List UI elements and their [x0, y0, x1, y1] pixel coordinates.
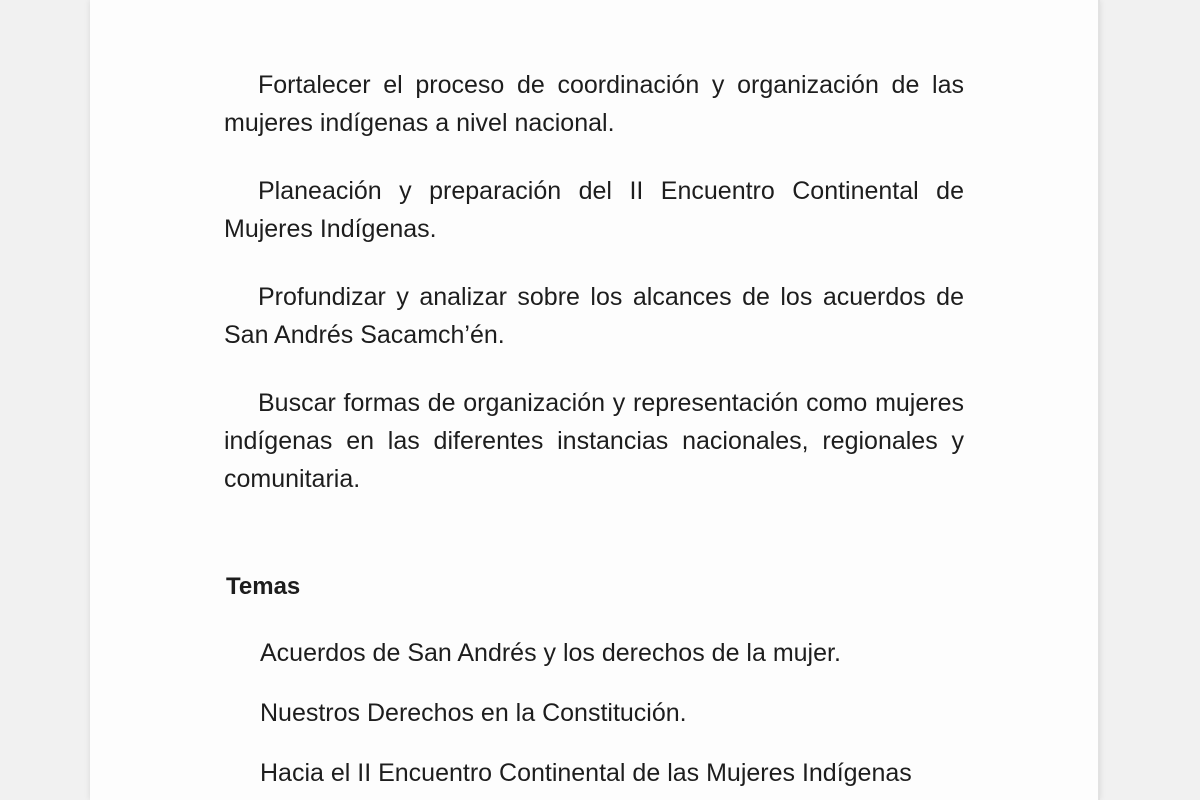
section-heading: Temas — [226, 573, 301, 600]
objective-paragraph: Planeación y preparación del II Encuentro Continental de Mujeres Indígenas. — [224, 177, 964, 243]
objective-paragraph: Profundizar y analizar sobre los alcances de los acuerdos de San Andrés Sacamch’én. — [224, 283, 964, 349]
objective-paragraph: Fortalecer el proceso de coordinación y organización de las mujeres indígenas a nivel nacional. — [224, 71, 964, 137]
document-body — [224, 66, 964, 800]
topic-item: Nuestros Derechos en la Constitución. — [260, 699, 687, 727]
topic-item: Hacia el II Encuentro Continental de las Mujeres Indígenas — [260, 759, 912, 787]
page-edge — [1098, 0, 1100, 800]
objective-paragraph: Buscar formas de organización y representación como mujeres indígenas en las diferentes instancias nacionales, regionales y comunitaria. — [224, 389, 964, 493]
topic-item: Acuerdos de San Andrés y los derechos de la mujer. — [260, 639, 841, 667]
